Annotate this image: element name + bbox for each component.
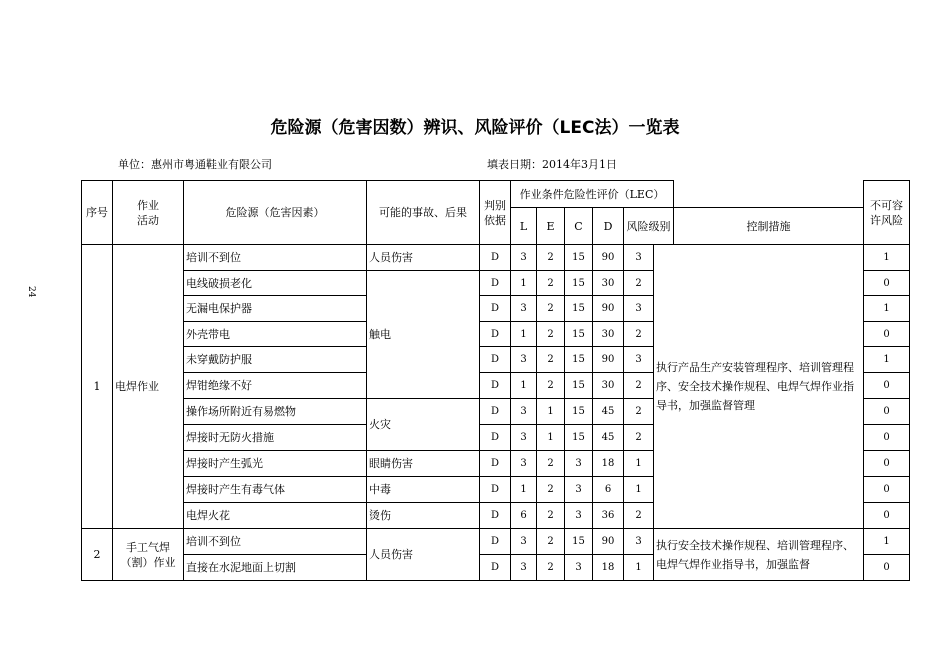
L-cell: 3: [511, 555, 537, 581]
unacceptable-cell: 1: [864, 347, 910, 373]
E-cell: 2: [537, 322, 565, 347]
header-gap: [674, 181, 864, 208]
hazard-cell: 焊接时产生有毒气体: [184, 477, 367, 503]
L-cell: 3: [511, 245, 537, 271]
C-cell: 15: [565, 296, 593, 322]
E-cell: 2: [537, 245, 565, 271]
E-cell: 1: [537, 425, 565, 451]
header-lec-group: 作业条件危险性评价（LEC）: [511, 181, 674, 208]
basis-cell: D: [480, 373, 511, 399]
E-cell: 2: [537, 271, 565, 296]
date-label: 填表日期：2014年3月1日: [487, 158, 617, 171]
level-cell: 3: [624, 347, 654, 373]
header-unacceptable: 不可容许风险: [864, 181, 910, 245]
level-cell: 3: [624, 245, 654, 271]
level-cell: 2: [624, 322, 654, 347]
hazard-table: [81, 180, 910, 581]
hazard-cell: 电焊火花: [184, 503, 367, 529]
consequence-cell: 火灾: [367, 399, 480, 451]
basis-cell: D: [480, 245, 511, 271]
hazard-cell: 焊钳绝缘不好: [184, 373, 367, 399]
unacceptable-cell: 0: [864, 477, 910, 503]
hazard-cell: 培训不到位: [184, 245, 367, 271]
level-cell: 2: [624, 425, 654, 451]
page-marker-text: 24: [26, 286, 36, 298]
level-cell: 2: [624, 271, 654, 296]
D-cell: 45: [593, 399, 624, 425]
basis-cell: D: [480, 529, 511, 555]
header-control: 控制措施: [674, 208, 864, 245]
header-L: L: [511, 208, 537, 245]
L-cell: 1: [511, 271, 537, 296]
unacceptable-cell: 1: [864, 296, 910, 322]
level-cell: 2: [624, 373, 654, 399]
level-cell: 1: [624, 477, 654, 503]
consequence-cell: 人员伤害: [367, 529, 480, 581]
E-cell: 2: [537, 296, 565, 322]
D-cell: 30: [593, 373, 624, 399]
basis-cell: D: [480, 555, 511, 581]
header-E: E: [537, 208, 565, 245]
E-cell: 2: [537, 451, 565, 477]
C-cell: 15: [565, 245, 593, 271]
L-cell: 3: [511, 399, 537, 425]
hazard-cell: 无漏电保护器: [184, 296, 367, 322]
E-cell: 2: [537, 555, 565, 581]
level-cell: 1: [624, 555, 654, 581]
D-cell: 45: [593, 425, 624, 451]
C-cell: 3: [565, 555, 593, 581]
group2-activity: [113, 529, 184, 581]
hazard-cell: 培训不到位: [184, 529, 367, 555]
L-cell: 1: [511, 322, 537, 347]
unit-label: 单位：惠州市粤通鞋业有限公司: [118, 158, 272, 171]
basis-cell: D: [480, 296, 511, 322]
consequence-cell: 烫伤: [367, 503, 480, 529]
group1-activity: 电焊作业: [113, 245, 184, 529]
hazard-cell: 未穿戴防护服: [184, 347, 367, 373]
unacceptable-cell: 1: [864, 245, 910, 271]
group1-seq: 1: [82, 245, 113, 529]
level-cell: 2: [624, 399, 654, 425]
C-cell: 15: [565, 529, 593, 555]
basis-cell: D: [480, 451, 511, 477]
L-cell: 3: [511, 425, 537, 451]
basis-cell: D: [480, 347, 511, 373]
group2-seq: 2: [82, 529, 113, 581]
consequence-cell: 人员伤害: [367, 245, 480, 271]
C-cell: 15: [565, 347, 593, 373]
C-cell: 3: [565, 503, 593, 529]
header-C: C: [565, 208, 593, 245]
header-seq: 序号: [82, 181, 113, 245]
header-hazard: 危险源（危害因素）: [184, 181, 367, 245]
unacceptable-cell: 0: [864, 271, 910, 296]
C-cell: 15: [565, 271, 593, 296]
L-cell: 1: [511, 373, 537, 399]
C-cell: 15: [565, 373, 593, 399]
unacceptable-cell: 0: [864, 425, 910, 451]
L-cell: 3: [511, 451, 537, 477]
level-cell: 3: [624, 296, 654, 322]
D-cell: 30: [593, 271, 624, 296]
D-cell: 90: [593, 529, 624, 555]
level-cell: 1: [624, 451, 654, 477]
E-cell: 1: [537, 399, 565, 425]
basis-cell: D: [480, 271, 511, 296]
hazard-cell: 电线破损老化: [184, 271, 367, 296]
hazard-cell: 操作场所附近有易燃物: [184, 399, 367, 425]
header-level: 风险级别: [624, 208, 674, 245]
D-cell: 90: [593, 296, 624, 322]
E-cell: 2: [537, 347, 565, 373]
unacceptable-cell: 1: [864, 529, 910, 555]
C-cell: 3: [565, 477, 593, 503]
basis-cell: D: [480, 425, 511, 451]
group2-control: 执行安全技术操作规程、培训管理程序、电焊气焊作业指导书，加强监督: [654, 529, 864, 581]
consequence-cell: 触电: [367, 271, 480, 399]
hazard-cell: 焊接时无防火措施: [184, 425, 367, 451]
unacceptable-cell: 0: [864, 503, 910, 529]
basis-cell: D: [480, 477, 511, 503]
basis-cell: D: [480, 503, 511, 529]
level-cell: 2: [624, 503, 654, 529]
D-cell: 30: [593, 322, 624, 347]
consequence-cell: 中毒: [367, 477, 480, 503]
page-title: 危险源（危害因数）辨识、风险评价（LEC法）一览表: [270, 118, 680, 138]
group1-control: 执行产品生产安装管理程序、培训管理程序、安全技术操作规程、电焊气焊作业指导书，加强监督管理: [654, 245, 864, 529]
D-cell: 6: [593, 477, 624, 503]
E-cell: 2: [537, 503, 565, 529]
D-cell: 18: [593, 451, 624, 477]
consequence-cell: 眼睛伤害: [367, 451, 480, 477]
unacceptable-cell: 0: [864, 322, 910, 347]
L-cell: 3: [511, 347, 537, 373]
unacceptable-cell: 0: [864, 451, 910, 477]
basis-cell: D: [480, 322, 511, 347]
E-cell: 2: [537, 373, 565, 399]
header-basis: 判别依据: [480, 181, 511, 245]
unacceptable-cell: 0: [864, 555, 910, 581]
D-cell: 18: [593, 555, 624, 581]
L-cell: 6: [511, 503, 537, 529]
group2-activity-text: 手工气焊（割）作业: [120, 540, 176, 569]
hazard-cell: 焊接时产生弧光: [184, 451, 367, 477]
unacceptable-cell: 0: [864, 373, 910, 399]
E-cell: 2: [537, 529, 565, 555]
D-cell: 36: [593, 503, 624, 529]
header-D: D: [593, 208, 624, 245]
level-cell: 3: [624, 529, 654, 555]
C-cell: 15: [565, 399, 593, 425]
basis-cell: D: [480, 399, 511, 425]
D-cell: 90: [593, 245, 624, 271]
C-cell: 15: [565, 322, 593, 347]
E-cell: 2: [537, 477, 565, 503]
C-cell: 3: [565, 451, 593, 477]
L-cell: 3: [511, 529, 537, 555]
page-marker: [26, 286, 34, 300]
header-activity-text: 作业活动: [137, 198, 159, 227]
D-cell: 90: [593, 347, 624, 373]
hazard-cell: 直接在水泥地面上切割: [184, 555, 367, 581]
hazard-cell: 外壳带电: [184, 322, 367, 347]
L-cell: 3: [511, 296, 537, 322]
header-activity: [113, 181, 184, 245]
unacceptable-cell: 0: [864, 399, 910, 425]
header-consequence: 可能的事故、后果: [367, 181, 480, 245]
L-cell: 1: [511, 477, 537, 503]
C-cell: 15: [565, 425, 593, 451]
